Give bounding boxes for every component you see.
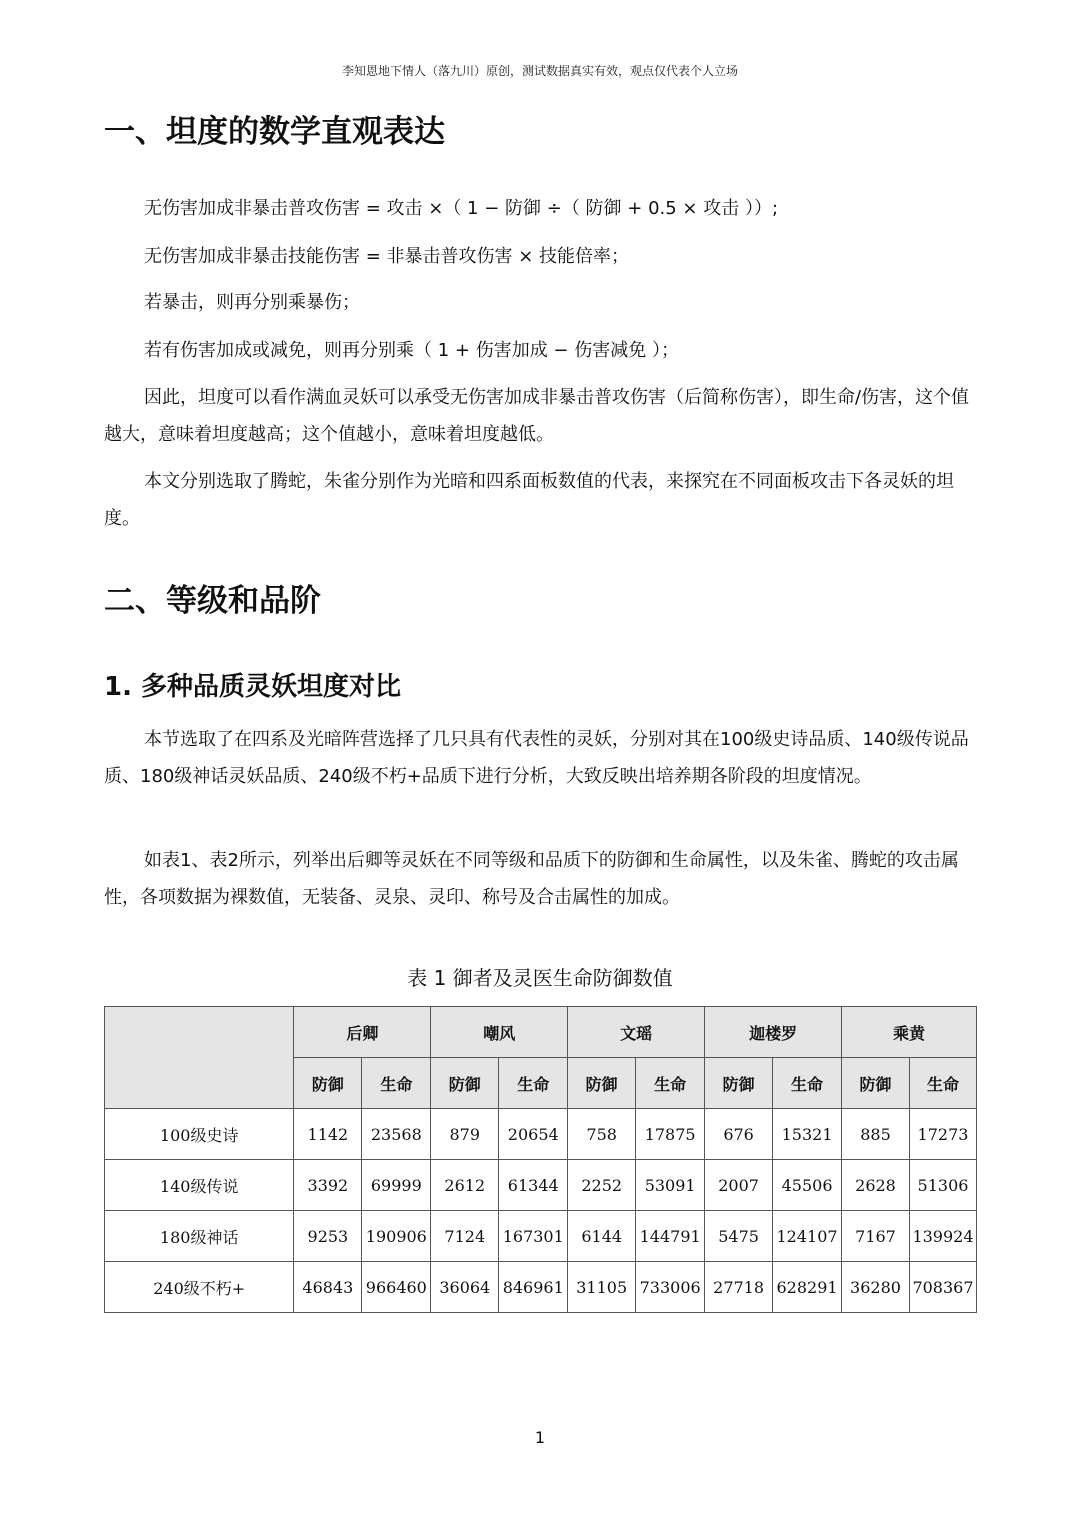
table-cell: 53091	[636, 1160, 705, 1211]
subheader-hp: 生命	[773, 1058, 842, 1109]
header-note: 李知恩地下情人（落九川）原创，测试数据真实有效，观点仅代表个人立场	[341, 64, 738, 78]
page-number: 1	[534, 1428, 546, 1447]
intro-paragraph: 本节选取了在四系及光暗阵营选择了几只具有代表性的灵妖，分别对其在100级史诗品质、140级传说品质、180级神话灵妖品质、240级不朽+品质下进行分析，大致反映出培养期各阶段的坦度情况。	[104, 729, 969, 787]
table-row	[105, 1160, 977, 1211]
subheader-defense: 防御	[568, 1058, 636, 1109]
table-cell: 15321	[773, 1109, 842, 1160]
table-cell: 2252	[568, 1160, 636, 1211]
table-cell: 9253	[294, 1211, 362, 1262]
table-cell: 124107	[773, 1211, 842, 1262]
table-cell: 2628	[842, 1160, 910, 1211]
table1-header-row	[105, 1007, 977, 1058]
table-cell: 628291	[773, 1262, 842, 1313]
table-cell: 31105	[568, 1262, 636, 1313]
table-cell: 2007	[705, 1160, 773, 1211]
table-cell: 7167	[842, 1211, 910, 1262]
table-cell: 61344	[499, 1160, 568, 1211]
table-cell: 27718	[705, 1262, 773, 1313]
explanation-paragraph: 因此，坦度可以看作满血灵妖可以承受无伤害加成非暴击普攻伤害（后简称伤害），即生命/伤害，这个值越大，意味着坦度越高；这个值越小，意味着坦度越低。	[104, 387, 970, 445]
table-cell: 7124	[431, 1211, 499, 1262]
subheader-hp: 生命	[909, 1058, 976, 1109]
table1-corner-cell	[105, 1007, 294, 1109]
subsection1-title: 1. 多种品质灵妖坦度对比	[104, 672, 402, 702]
table-cell: 676	[705, 1109, 773, 1160]
table-cell: 3392	[294, 1160, 362, 1211]
table-cell: 17875	[636, 1109, 705, 1160]
table-row	[105, 1211, 977, 1262]
table-cell: 36064	[431, 1262, 499, 1313]
hero-header-hou-qing: 后卿	[294, 1007, 431, 1058]
selection-paragraph: 本文分别选取了腾蛇，朱雀分别作为光暗和四系面板数值的代表，来探究在不同面板攻击下各灵妖的坦度。	[104, 471, 954, 529]
subheader-hp: 生命	[362, 1058, 431, 1109]
table-cell: 46843	[294, 1262, 362, 1313]
table-cell: 6144	[568, 1211, 636, 1262]
section2-title: 二、等级和品阶	[104, 583, 321, 619]
table-cell: 879	[431, 1109, 499, 1160]
subheader-defense: 防御	[705, 1058, 773, 1109]
table-cell: 846961	[499, 1262, 568, 1313]
table-cell: 758	[568, 1109, 636, 1160]
table-cell: 5475	[705, 1211, 773, 1262]
table-cell: 190906	[362, 1211, 431, 1262]
table-cell: 23568	[362, 1109, 431, 1160]
hero-header-garuda: 迦楼罗	[705, 1007, 842, 1058]
table-cell: 708367	[909, 1262, 976, 1313]
table-cell: 885	[842, 1109, 910, 1160]
hero-header-wen-yao: 文瑶	[568, 1007, 705, 1058]
table-cell: 51306	[909, 1160, 976, 1211]
table-cell: 139924	[909, 1211, 976, 1262]
table-cell: 167301	[499, 1211, 568, 1262]
subheader-hp: 生命	[636, 1058, 705, 1109]
subheader-defense: 防御	[294, 1058, 362, 1109]
formula-paragraph-4: 若有伤害加成或减免，则再分别乘（ 1 + 伤害加成 − 伤害减免 ）；	[144, 340, 679, 361]
row-label: 240级不朽+	[105, 1262, 294, 1313]
row-label: 100级史诗	[105, 1109, 294, 1160]
formula-paragraph-2: 无伤害加成非暴击技能伤害 = 非暴击普攻伤害 × 技能倍率；	[144, 246, 630, 267]
subheader-hp: 生命	[499, 1058, 568, 1109]
table1-caption: 表 1 御者及灵医生命防御数值	[407, 966, 673, 990]
hero-header-chao-feng: 嘲风	[431, 1007, 568, 1058]
table-cell: 733006	[636, 1262, 705, 1313]
table1	[104, 1006, 977, 1313]
hero-header-cheng-huang: 乘黄	[842, 1007, 977, 1058]
table-cell: 17273	[909, 1109, 976, 1160]
table-row	[105, 1262, 977, 1313]
table-cell: 966460	[362, 1262, 431, 1313]
row-label: 180级神话	[105, 1211, 294, 1262]
formula-paragraph-1: 无伤害加成非暴击普攻伤害 = 攻击 ×（ 1 − 防御 ÷（ 防御 + 0.5 × 攻击 ））;	[144, 198, 779, 219]
table-row	[105, 1109, 977, 1160]
table-cell: 144791	[636, 1211, 705, 1262]
subheader-defense: 防御	[842, 1058, 910, 1109]
table-cell: 36280	[842, 1262, 910, 1313]
table-reference-paragraph: 如表1、表2所示，列举出后卿等灵妖在不同等级和品质下的防御和生命属性，以及朱雀、腾蛇的攻击属性，各项数据为裸数值，无装备、灵泉、灵印、称号及合击属性的加成。	[104, 850, 959, 908]
section1-title: 一、坦度的数学直观表达	[104, 114, 445, 150]
row-label: 140级传说	[105, 1160, 294, 1211]
table-cell: 2612	[431, 1160, 499, 1211]
table-cell: 69999	[362, 1160, 431, 1211]
table-cell: 20654	[499, 1109, 568, 1160]
subheader-defense: 防御	[431, 1058, 499, 1109]
table-cell: 45506	[773, 1160, 842, 1211]
formula-paragraph-3: 若暴击，则再分别乘暴伤；	[144, 292, 360, 313]
table-cell: 1142	[294, 1109, 362, 1160]
